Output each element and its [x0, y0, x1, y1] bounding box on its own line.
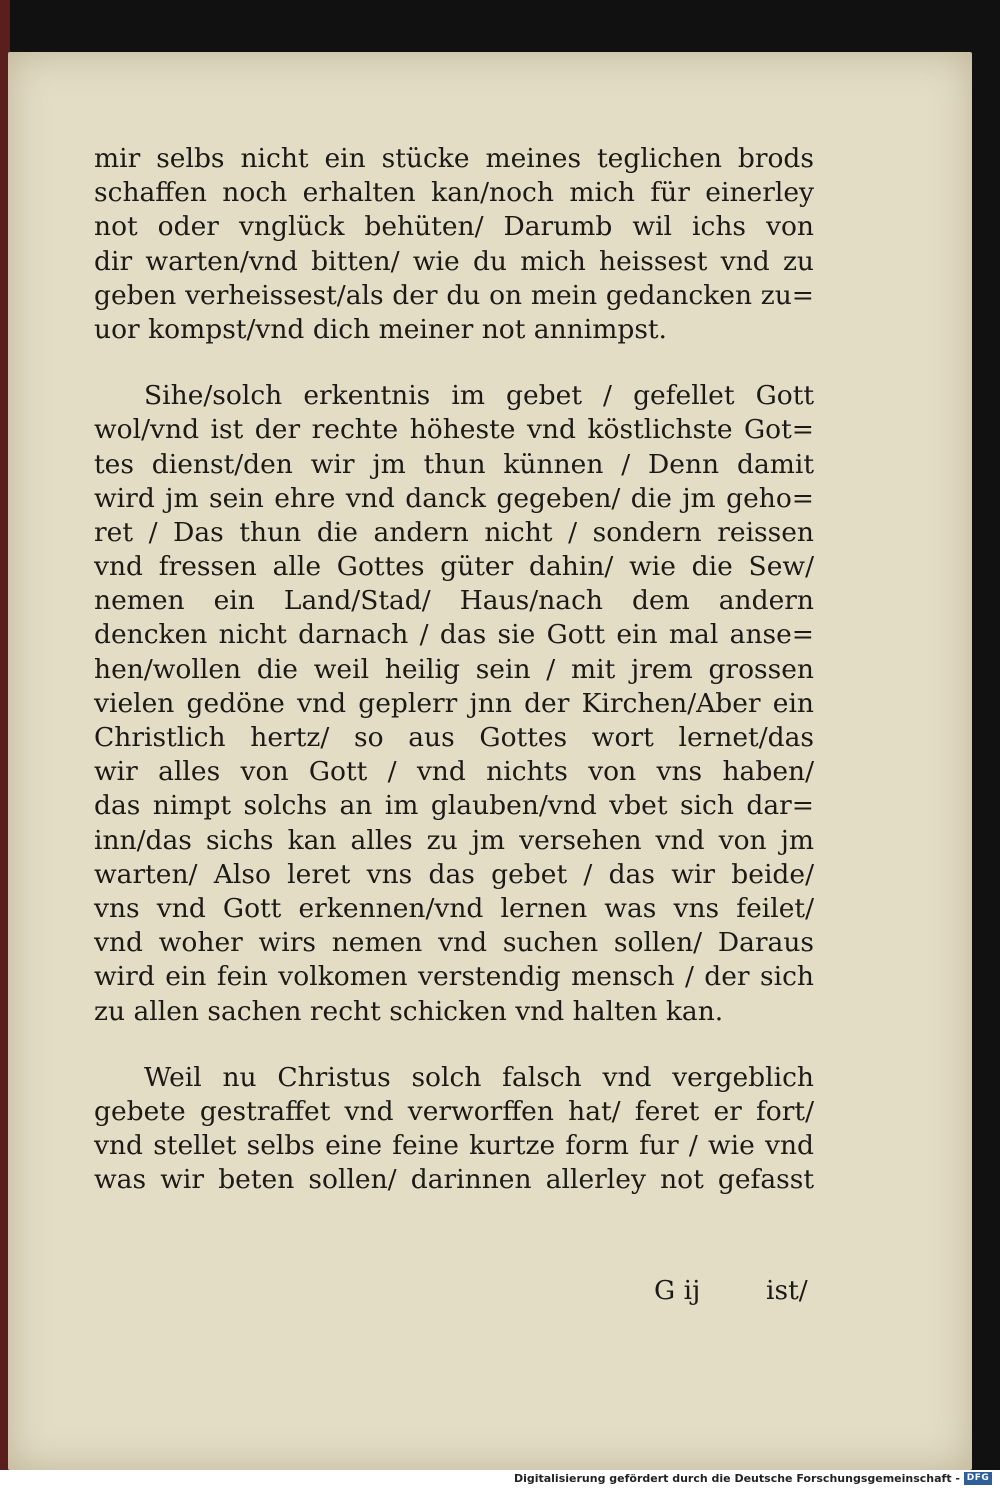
text-line: schaffen noch erhalten kan/noch mich für einerley — [94, 177, 814, 209]
text-line: wir alles von Gott / vnd nichts von vns haben/ — [94, 756, 814, 788]
text-line: nemen ein Land/Stad/ Haus/nach dem andern — [94, 585, 814, 617]
text-line: wol/vnd ist der rechte höheste vnd köstlichste Got= — [94, 414, 814, 446]
text-line: dencken nicht darnach / das sie Gott ein mal anse= — [94, 619, 814, 651]
text-line: uor kompst/vnd dich meiner not annimpst. — [94, 313, 667, 345]
text-line: mir selbs nicht ein stücke meines teglichen brods — [94, 143, 814, 174]
text-line: vnd fressen alle Gottes güter dahin/ wie die Sew/ — [94, 551, 814, 583]
text-line: dir warten/vnd bitten/ wie du mich heissest vnd zu — [94, 245, 814, 277]
text-line: Weil nu Christus solch falsch vnd vergeblich — [144, 1061, 814, 1093]
text-line: inn/das sichs kan alles zu jm versehen vnd von jm — [94, 824, 814, 856]
text-line: hen/wollen die weil heilig sein / mit jrem grossen — [94, 653, 814, 685]
text-line: zu allen sachen recht schicken vnd halten kan. — [94, 995, 724, 1027]
text-line: vielen gedöne vnd geplerr jnn der Kirchen/Aber ein — [94, 687, 814, 719]
page-text — [94, 142, 814, 1306]
text-line: geben verheissest/als der du on mein gedancken zu= — [94, 279, 814, 311]
text-line: vnd woher wirs nemen vnd suchen sollen/ Daraus — [94, 927, 814, 959]
paragraph — [94, 1061, 814, 1198]
text-line: ret / Das thun die andern nicht / sondern reissen — [94, 516, 814, 548]
funding-notice: Digitalisierung gefördert durch die Deutsche Forschungsgemeinschaft - — [513, 1472, 960, 1485]
page-footer-marks — [94, 1274, 814, 1308]
text-line: not oder vnglück behüten/ Darumb wil ichs von — [94, 211, 814, 243]
text-line: wird jm sein ehre vnd danck gegeben/ die jm geho= — [94, 482, 814, 514]
paragraph — [94, 142, 814, 347]
book-page — [8, 52, 972, 1470]
text-line: Sihe/solch erkentnis im gebet / gefellet Gott — [144, 380, 814, 412]
text-line: vns vnd Gott erkennen/vnd lernen was vns feilet/ — [94, 892, 814, 924]
signature-mark: G ij — [654, 1275, 701, 1306]
catchword: ist/ — [766, 1275, 808, 1306]
text-line: das nimpt solchs an im glauben/vnd vbet sich dar= — [94, 790, 814, 822]
text-line: gebete gestraffet vnd verworffen hat/ feret er fort/ — [94, 1095, 814, 1127]
paragraph — [94, 379, 814, 1029]
text-line: vnd stellet selbs eine feine kurtze form fur / wie vnd — [94, 1130, 814, 1162]
text-line: tes dienst/den wir jm thun künnen / Denn damit — [94, 448, 814, 480]
text-line: Christlich hertz/ so aus Gottes wort lernet/das — [94, 722, 814, 753]
dfg-logo: DFG — [964, 1472, 992, 1485]
digitization-footer — [0, 1470, 1000, 1488]
text-line: wird ein fein volkomen verstendig mensch / der sich — [94, 961, 814, 993]
text-line: warten/ Also leret vns das gebet / das wir beide/ — [94, 858, 814, 890]
text-line: was wir beten sollen/ darinnen allerley not gefasst — [94, 1164, 814, 1196]
